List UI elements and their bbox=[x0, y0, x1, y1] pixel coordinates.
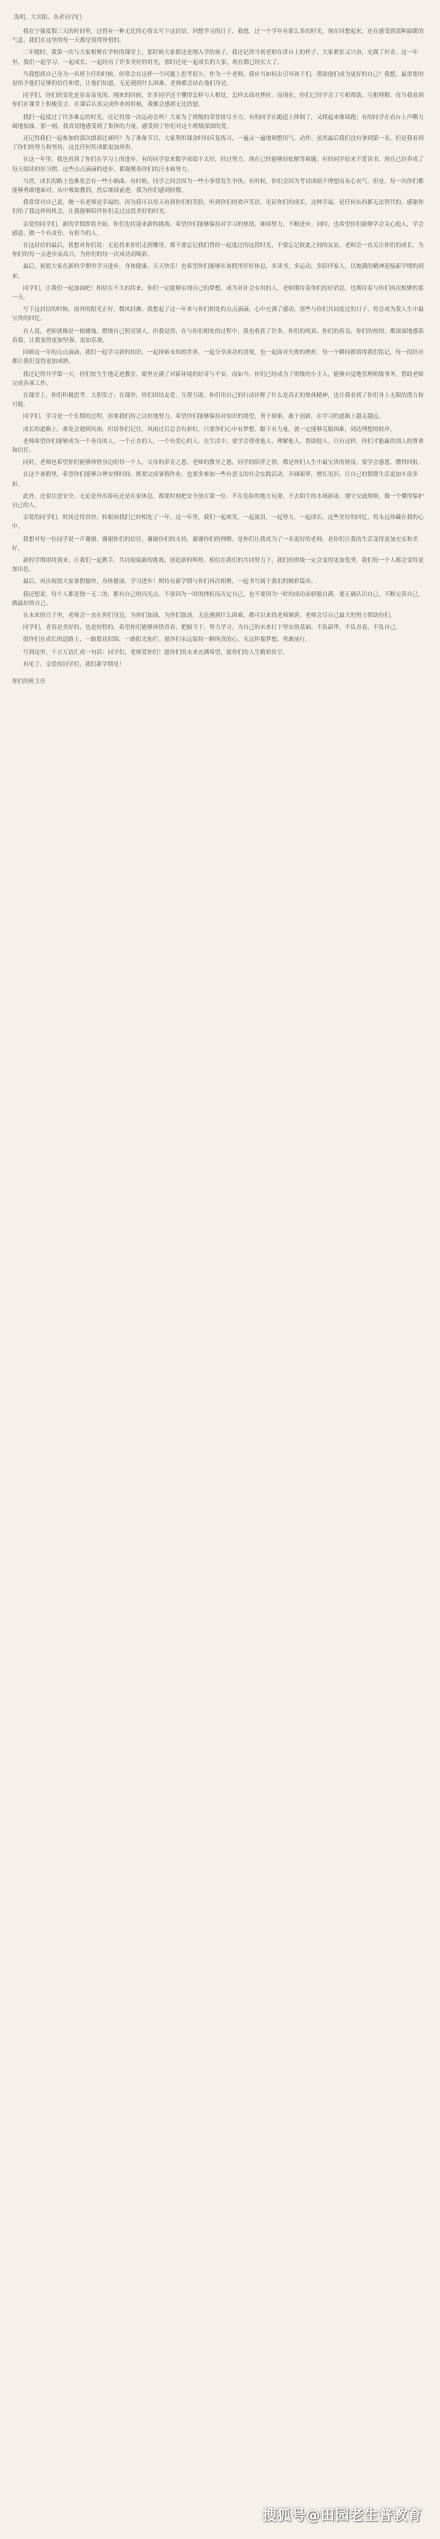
letter-paragraph: 成长的道路上，难免会遇到风雨。但请你们记住，风雨过后总会有彩虹。只要你们心中有梦想，脚下有力量，就一定能够克服困难，到达理想的彼岸。 bbox=[23, 426, 396, 433]
letter-paragraph: 回顾这一年的点点滴滴，我们一起学习新的知识，一起探索未知的世界，一起分享成功的喜悦，也一起面对失败的挫折。每一个瞬间都值得我们铭记，每一段经历都让我们变得更加成熟。 bbox=[12, 350, 424, 366]
letter-greeting: 海明、大宾阳、各者同学们： bbox=[14, 15, 87, 21]
letter-paragraph: 同学们，你们的变化是显而易见的。刚来的时候，许多同学还不懂得怎样与人相处，怎样去面对挫折。而现在，你们已经学会了互相帮助、互相理解。每当我看到你们在课堂上积极发言、在课后认真完成作业的时候，我都会感到无比欣慰。 bbox=[12, 93, 424, 109]
letter-paragraph: 在未来的日子里，老师会一直在你们身边，为你们加油，为你们鼓劲。无论遇到什么困难，都可以来找老师倾诉，老师会尽自己最大的努力帮助你们。 bbox=[23, 612, 396, 619]
letter-paragraph: 在这封信的最后，我想对你们说：无论将来你们走到哪里，都不要忘记我们曾经一起度过的这段时光，不要忘记彼此之间的友谊。老师会一直关注你们的成长，为你们的每一点进步而高兴，为你们的每一次成功而喝彩。 bbox=[12, 243, 424, 259]
letter-signature: 你们的班主任 bbox=[12, 678, 46, 685]
letter-paragraph: 当我想到自己身为一名班主任的时候，经常会在这样一个问题上思考很久：作为一个老师，我应当如何去引导孩子们，帮助他们成为更好的自己？我想，最重要的是给予他们足够的信任和爱，让他们知道，无论遇到什么困难，老师都会站在他们身边。 bbox=[12, 71, 424, 88]
letter-paragraph: 还记得我们一起参加的那次朗诵比赛吗？为了准备节目，大家利用课余时间反复练习，一遍又一遍地调整语气、动作。虽然最后我们没有拿到第一名，但是我看到了你们的努力和坚持，这比任何奖项都更加珍贵。 bbox=[12, 136, 424, 152]
letter-paragraph: 二年级时，我第一次与大家相聚在学校的课堂上，那时候大家都还是刚入学的孩子。我还记得当初老师在讲台上的样子，大家紧张又兴奋，充满了好奇。这一年里，我们一起学习、一起成长、一起经历了许多美好的时光，那时还是一起成长的大家，现在都已经长大了。 bbox=[12, 50, 419, 66]
letter-paragraph: 最后，再次祝愿大家暑假愉快，身体健康，学习进步！期待在新学期与你们再次相聚，一起书写属于我们的精彩篇章。 bbox=[23, 579, 317, 586]
letter-body bbox=[12, 28, 428, 670]
letter-paragraph: 在课堂上，你们积极思考、大胆发言；在课外，你们团结友爱、互帮互助。你们用自己的行动诠释了什么是真正的集体精神，也让我看到了你们身上无限的潜力和可能。 bbox=[12, 392, 424, 409]
letter-paragraph: 在这个暑假里，希望你们能够合理安排时间，既要完成暑假作业，也要多参加一些有意义的社会实践活动，开阔眼界，增长见识，让自己的假期生活更加丰富多彩。 bbox=[12, 472, 419, 488]
letter-paragraph: 写到这里，千言万语汇成一句话：同学们，老师爱你们！愿你们的未来充满希望，愿你们的人生精彩纷呈。 bbox=[23, 649, 289, 656]
letter-paragraph: 新的学期即将到来，让我们一起携手，共同迎接新的挑战，创造新的辉煌。相信在我们的共同努力下，我们的班级一定会变得更加优秀，我们每一个人都会变得更加出色。 bbox=[12, 557, 424, 574]
letter-paragraph: 再见了，亲爱的同学们，我们新学期见！ bbox=[23, 661, 125, 668]
letter-paragraph: 同学们，学习是一个长期的过程，需要我们持之以恒地努力。希望你们能够保持对知识的渴望，勇于探索，敢于创新，在学习的道路上越走越远。 bbox=[23, 414, 385, 421]
watermark-logo: 搜狐号@田园老生普教育 bbox=[262, 2508, 422, 2524]
letter-paragraph: 写下这封信的时候，窗外的阳光正好，微风轻拂。我想起了这一年来与你们相处的点点滴滴，心中充满了感动。那些与你们共同度过的日子，将会成为我人生中最宝贵的回忆。 bbox=[12, 307, 424, 323]
letter-paragraph: 愿你们在成长的道路上，一路繁花似锦，一路阳光灿烂。愿你们永远保持一颗纯真的心，永远怀揣梦想，勇敢前行。 bbox=[23, 637, 311, 644]
letter-paragraph: 同学们，青春是美好的，也是短暂的。希望你们能够珍惜青春，把握当下，努力学习，为自己的未来打下坚实的基础。不负韶华，不负青春，不负自己。 bbox=[23, 625, 402, 632]
letter-paragraph: 老师希望你们能够成为一个善良的人，一个正直的人，一个有爱心的人。在生活中，要学会尊重他人，理解他人，帮助他人。只有这样，你们才能赢得别人的尊重和信任。 bbox=[12, 438, 424, 454]
letter-paragraph: 最后，祝愿大家在新的学期里学习进步，身体健康，天天快乐！也希望你们能够在暑假里好好休息，多读书，多运动，多陪伴家人，以饱满的精神迎接新学期的到来。 bbox=[12, 264, 424, 280]
letter-paragraph: 我常常对自己说，做一名老师是幸福的。因为我可以每天看到你们的笑脸，听到你们的欢声笑语，见证你们的成长。这种幸福，是任何东西都无法替代的。感谢你们给了我这样的机会，让我能够陪伴你们走过这段美好的时光。 bbox=[12, 200, 424, 216]
letter-paragraph: 亲爱的同学们，新的学期即将开始，你们也将迎来新的挑战。希望你们能够保持对学习的热情，继续努力，不断进步。同时，也希望你们能够学会关心他人，学会感恩，做一个有责任、有担当的人。 bbox=[12, 221, 424, 237]
letter-paragraph: 此外，还要注意安全。无论是外出游玩还是在家休息，都要时刻把安全放在第一位。不在危险的地方玩耍，不去陌生的水域游泳，遵守交通规则，做一个懂得保护自己的人。 bbox=[12, 493, 424, 509]
letter-paragraph: 同学们，让我们一起加油吧！相信在不久的将来，你们一定能够实现自己的梦想，成为对社会有用的人。老师期待着你们的好消息，也期待着与你们再次相聚的那一天。 bbox=[12, 285, 424, 302]
letter-paragraph: 我在宁强度假三天的时间里，过得有一种无比的心情去写下这封信。回想学习的日子，我想，过一个学年有那么多的时光，现在回想起来，还在感受到那种温暖的气息，我们在这里的每一天都是值得珍惜的。 bbox=[12, 29, 424, 45]
letter-paragraph: 我还记得开学第一天，你们怯生生地走进教室，眼里充满了对新环境的好奇与不安。而如今，你们已经成为了班级的小主人，能够自觉地管理班级事务，帮助老师完成各项工作。 bbox=[12, 371, 424, 387]
letter-paragraph: 在这一年里，我也看到了你们在学习上的进步。有的同学原来数学成绩不太好，经过努力，现在已经能够轻松解答难题；有的同学原来不爱读书，现在已经养成了每天阅读的好习惯。这些点点滴滴的进步，都凝聚着你们的汗水和努力。 bbox=[12, 157, 424, 173]
letter-paragraph: 我们一起度过了许多难忘的时光。还记得那一次运动会吗？大家为了班级的荣誉拼尽全力，有的同学在跑道上摔倒了，又爬起来继续跑；有的同学在看台上声嘶力竭地加油。那一刻，我真切地感受到了集体的力量，感受到了你们对这个班级深深的爱。 bbox=[12, 114, 424, 130]
letter-paragraph: 有人说，老师就像是一根蜡烛，燃烧自己照亮别人。但我觉得，在与你们相处的过程中，我也收获了许多。你们的纯真、你们的善良、你们的热情，都深深地感染着我，让我变得更加坚强、更加乐观。 bbox=[12, 328, 424, 344]
letter-paragraph: 我还想说，每个人都是独一无二的，都有自己的闪光点。不要因为一时的挫折而否定自己，也不要因为一时的成功而骄傲自满。要正确认识自己，不断完善自己，做最好的自己。 bbox=[12, 591, 424, 607]
letter-paragraph: 我想对每一位同学说一声谢谢。谢谢你们的信任，谢谢你们的支持，谢谢你们的理解。是你们让我成为了一名更好的老师，是你们让我的生活变得更加充实和美好。 bbox=[12, 536, 419, 552]
letter-paragraph: 同时，老师也希望你们能够珍惜身边的每一个人。父母的养育之恩，老师的教导之恩，同学的陪伴之情，都是你们人生中最宝贵的财富。要学会感恩，懂得回报。 bbox=[23, 460, 424, 467]
letter-paragraph: 亲爱的同学们，时间过得真快，转眼间我们已经相处了一年。这一年里，我们一起欢笑，一起流泪，一起努力，一起成长。这些美好的回忆，将永远珍藏在我的心中。 bbox=[12, 515, 424, 531]
letter-paragraph: 当然，成长的路上也难免会有一些小插曲。有时候，同学之间会因为一些小事情发生争执；有时候，你们会因为考试成绩不理想而灰心丧气。但是，每一次你们都能够勇敢地面对，从中吸取教训，然后继续前进。我为你们感到骄傲。 bbox=[12, 178, 424, 195]
